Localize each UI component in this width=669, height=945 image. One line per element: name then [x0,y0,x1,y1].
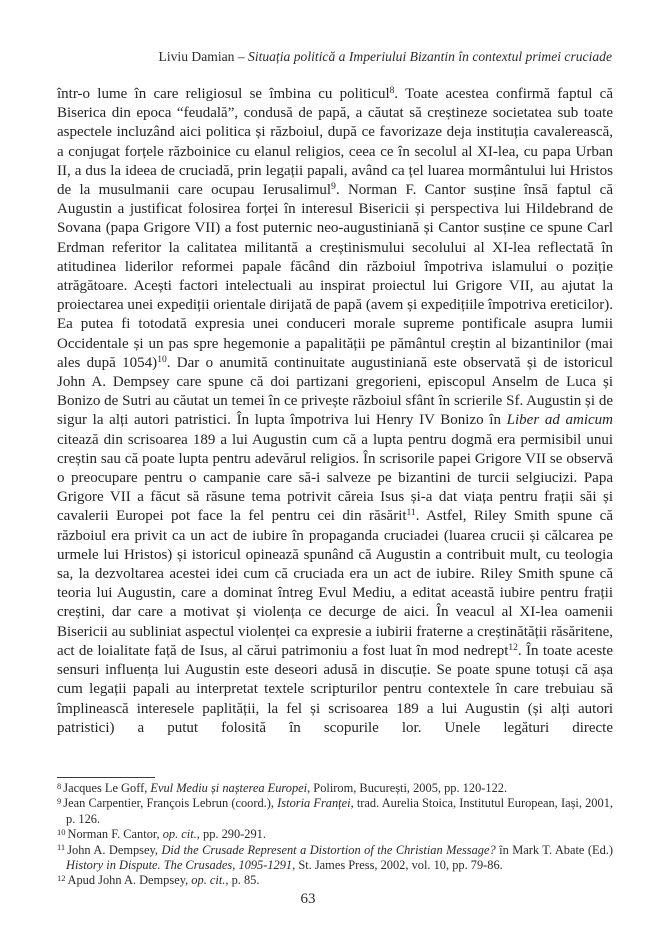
footnote-number: 10 [57,826,66,837]
text-run: , pp. 290-291. [196,827,266,842]
italic-phrase: op. cit. [162,827,197,842]
footnote-item [57,796,613,827]
footnote-item [57,843,613,874]
body-paragraph [57,85,613,780]
footnote-number: 8 [57,780,62,791]
footnote-item [57,781,613,796]
italic-phrase: op. cit. [191,873,226,888]
footnote-item [57,873,613,888]
footnote-ref: 11 [406,508,416,519]
text-run: citează din scrisoarea 189 a lui Augustin cum că a lupta pentru dogmă era permisibil unui creștin sau că poate lupta pentru adevărul religios. În scrisorile papei Grigore VII se observă o preocupare pentru o campanie care să-i salveze pe bizantini de turcii selgiucizi. Papa Grigore VII a făcut să răsune tema potrivit căreia Isus și-a dat viața pentru frații săi și cavalerii Europei pot face la fel pentru cei din răsărit [57,431,613,525]
footnote-number: 12 [57,872,66,883]
running-header [57,48,612,66]
footnote-ref: 10 [157,354,167,365]
header-separator: – [234,49,249,64]
text-run: , p. 85. [225,873,260,888]
footnote-ref: 9 [331,182,336,193]
text-run: , trad. Aurelia Stoica, Institutul European, Iași, 2001, p. 126. [66,796,613,826]
text-run: , Polirom, București, 2005, pp. 120-122. [307,781,508,795]
italic-phrase: History in Dispute. The Crusades, 1095-1291 [66,858,293,873]
footnote-separator [57,777,155,778]
text-run: John A. Dempsey, [67,842,162,857]
text-run: . Astfel, Riley Smith spune că războiul era privit ca un act de iubire în propaganda cruciadei (luarea crucii și călcarea pe urmele lui Hristos) și istoricul opinează spunând că Augustin a contribuit mult, cu teologia sa, la dezvoltarea acestei idei cum că cruciada era un act de iubire. Riley Smith spune că teoria lui Augustin, care a dominat întreg Evul Mediu, a editat această iubire pentru frații creștini, dar care a motivat și violența ce decurge de aici. În veacul al XI-lea oamenii Bisericii au subliniat aspectul violenței ca expresie a iubirii fraterne a creștinătății răsăritene, act de loialitate față de Isus, al cărui patrimoniu a fost luat în mod nedrept [57,508,613,659]
footnote-number: 9 [57,795,62,806]
text-run: într-o lume în care religiosul se îmbina cu politicul [57,86,390,102]
page-number: 63 [300,891,316,907]
text-run: Apud John A. Dempsey, [67,873,192,888]
footnote-item [57,827,613,842]
footnotes [57,781,613,889]
text-run: . Toate acestea confirmă faptul că Biserica din epoca “feudală”, condusă de papă, a căutat să creștineze societatea sub toate aspectele incluzând aici politica și războiul, după ce favorizaze deja instituția cavalerească, a conjugat forțele războinice cu elanul religios, ceea ce în secolul al XI-lea, cu papa Urban II, a dus la ideea de cruciadă, prin legații papali, având ca țel luarea mormântului lui Hristos de la musulmanii care ocupau Ierusalimul [57,86,613,199]
footnote-ref: 12 [508,642,518,653]
text-run: . Dar o anumită continuitate augustiniană este observată și de istoricul John A. Dempsey care spune că doi partizani gregorieni, episcopul Anselm de Luca și Bonizo de Sutri au căutat un temei în ce privește războiul sfânt în scrierile Sf. Augustin și de sigur la alți autori patristici. În lupta împotriva lui Henry IV Bonizo în [57,354,613,429]
footnote-number: 11 [57,842,66,853]
text-run: . În toate aceste sensuri influența lui Augustin este deseori adusă in discuție. Se poate spune totuși că așa cum legații papali au interpretat textele scripturilor pentru contextele în care trebuiau să împlinească interesele paplității, la fel și scrisoarea 189 a lui Augustin (și alți autori patristici) a putut folosită în scopurile lor. Unele legături directe [57,642,613,736]
italic-phrase: Did the Crusade Represent a Distortion of the Christian Message? [161,842,496,857]
text-run: Norman F. Cantor, [67,827,163,842]
footnote-ref: 8 [389,86,395,96]
italic-phrase: Evul Mediu și nașterea Europei [150,781,308,795]
italic-phrase: Istoria Franței [277,796,351,811]
text-run: Jean Carpentier, François Lebrun (coord.), [63,796,278,811]
text-run: . Norman F. Cantor susține însă faptul că Augustin a justificat folosirea forței în interesul Bisericii și perspectiva lui Hildebrand de Sovana (papa Grigore VII) a fost puternic neo-augustiniană și Cantor susține ce spune Carl Erdman referitor la calitatea militantă a creștinismului secolului al XI-lea reflectată în atitudinea liderilor reformei papale făcând din războiul împotriva islamului o poziție atrăgătoare. Acești factori intelectuali au inspirat proiectul lui Grigore VII, au ajutat la proiectarea unei expediții orientale dirijată de papă (avem și expedițiile împotriva ereticilor). Ea putea fi totodată expresia unei conduceri morale supreme pontificale asupra lumii Occidentale și un pas spre hegemonie a papalității pe pământul creștin al bizantinilor (mai ales după 1054) [57,182,613,371]
italic-phrase: Liber ad amicum [506,412,613,429]
text-run: Jacques Le Goff, [63,781,151,795]
header-author: Liviu Damian [158,49,235,64]
header-title: Situația politică a Imperiului Bizantin în contextul primei cruciade [248,49,612,64]
text-run: în Mark T. Abate (Ed.) [495,842,613,857]
text-run: , St. James Press, 2002, vol. 10, pp. 79-86. [292,858,503,873]
